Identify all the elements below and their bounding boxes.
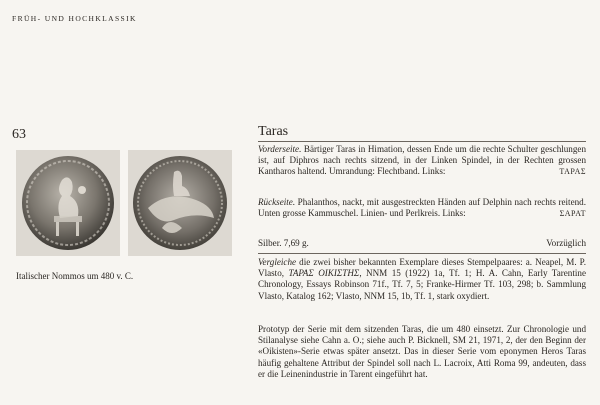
obverse-legend: TAPAΣ (559, 167, 586, 177)
coin-reverse-photo (128, 150, 232, 256)
prototype-paragraph (258, 324, 586, 380)
meta-line (258, 238, 586, 249)
comparison-paragraph (258, 257, 586, 302)
obverse-label: Vorderseite. (258, 144, 302, 154)
grade: Vorzüglich (546, 238, 586, 248)
title-rule (258, 141, 586, 142)
coin-obverse-photo (16, 150, 120, 256)
meta-rule (258, 253, 586, 254)
entry-title: Taras (258, 124, 289, 139)
coin-caption: Italischer Nommos um 480 v. C. (16, 271, 134, 281)
reverse-label: Rückseite. (258, 197, 296, 207)
entry-number: 63 (12, 127, 26, 142)
running-header: FRÜH- UND HOCHKLASSIK (12, 14, 137, 23)
comparison-greek: TAPAΣ OIKIΣTHΣ (288, 268, 360, 279)
prototype-text: Prototyp der Serie mit dem sitzenden Taras, die um 480 einsetzt. Zur Chronologie und Stilanalyse siehe Cahn a. O.; siehe auch P. Bicknell, SM 21, 1971, 2, der den Beginn der «Oikisten»-Serie etwas später ansetzt. Das in dieser Serie vom eponymen Heros Taras häufig gehaltene Attribut der Spindel soll nach L. Lacroix, Atti Roma 99, andeuten, dass er die Leinenindustrie in Tarent eingeführt hat. (258, 324, 586, 379)
reverse-text: Phalanthos, nackt, mit ausgestreckten Händen auf Delphin nach rechts reitend. Unten grosse Kammuschel. Linien- und Perlkreis. Links: (258, 197, 586, 219)
comparison-text-a: die zwei bisher bekannten Exemplare dieses Stempelpaares: a. Neapel, M. P. Vlasto, (258, 257, 587, 279)
reverse-legend: ΣAPAT (559, 209, 586, 219)
comparison-label: Vergleiche (258, 257, 297, 267)
obverse-paragraph (258, 144, 586, 178)
reverse-paragraph (258, 197, 586, 219)
weight: Silber. 7,69 g. (258, 238, 309, 248)
coin-reverse-image (128, 150, 232, 256)
comparison-text-b: , NNM 15 (1922) 1a, Tf. 1; H. A. Cahn, Early Tarentine Chronology, Essays Robinson 71f., Tf. 7, 5; Franke-Hirmer Tf. 103, 298; b. Sammlung Vlasto, Katalog 162; Vlasto, NNM 15, 1b, Tf. 1, stark oxydiert. (258, 268, 586, 301)
obverse-text: Bärtiger Taras in Himation, dessen Ende um die rechte Schulter geschlungen ist, auf Diphros nach rechts sitzend, in der Linken Spindel, in der Rechten grossen Kantharos haltend. Umrandung: Flechtband. Links: (258, 144, 586, 177)
coin-obverse-image (16, 150, 120, 256)
